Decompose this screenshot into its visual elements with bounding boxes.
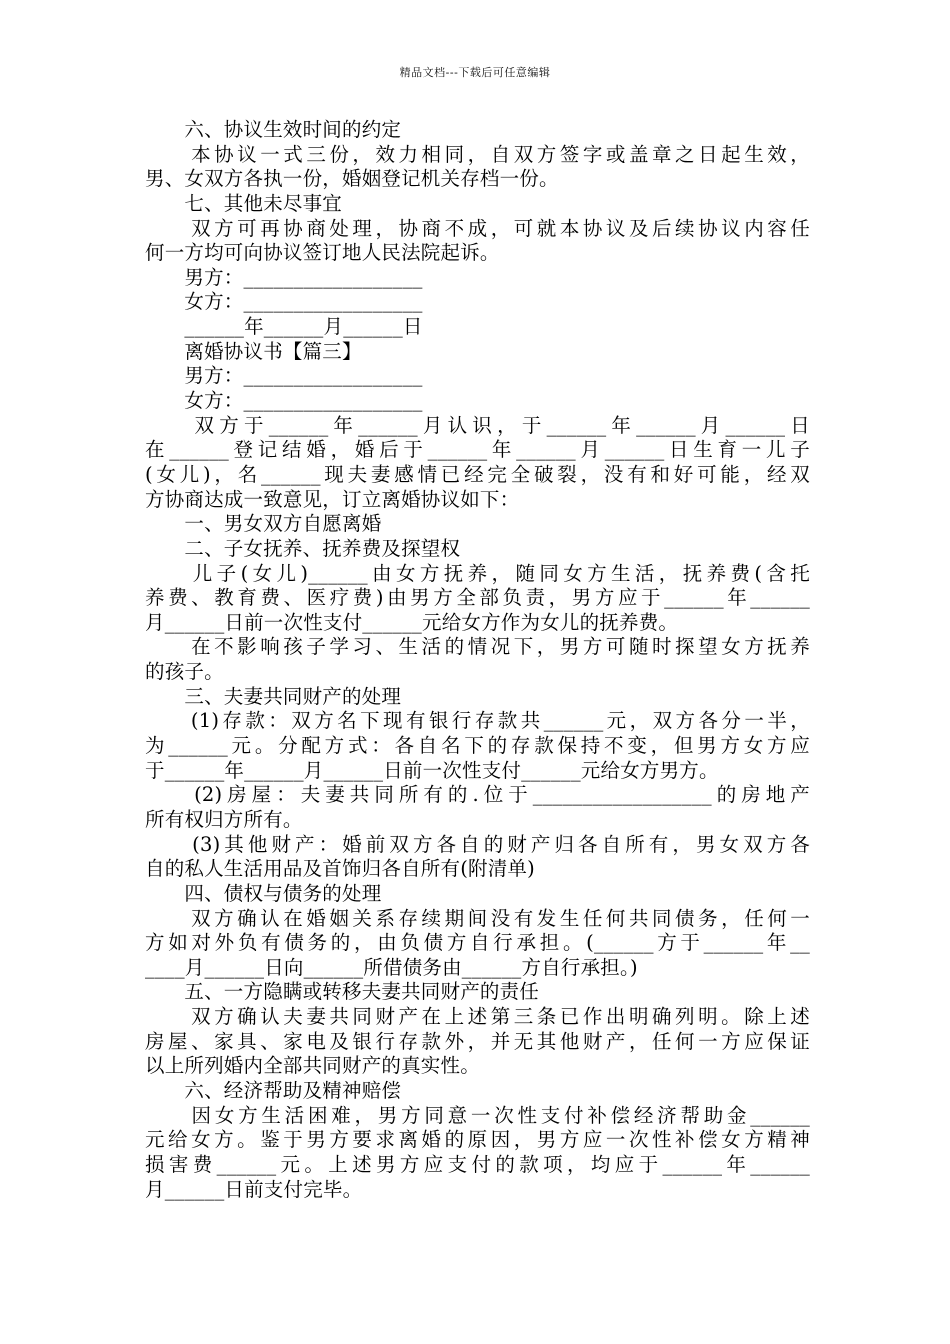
text-line: 月______日前一次性支付______元给女方作为女儿的抚养费。: [145, 610, 679, 634]
text-line: 元给女方。鉴于男方要求离婚的原因，男方应一次性补偿女方精神: [145, 1128, 810, 1152]
text-line: 五、一方隐瞒或转移夫妻共同财产的责任: [145, 980, 540, 1004]
text-line: (女儿)，名______现夫妻感情已经完全破裂，没有和好可能，经双: [145, 462, 810, 486]
text-line: 一、男女双方自愿离婚: [145, 512, 382, 536]
page-header: 精品文档---下载后可任意编辑: [399, 66, 551, 79]
text-line: 本协议一式三份，效力相同，自双方签字或盖章之日起生效，: [145, 142, 810, 166]
text-line: 六、经济帮助及精神赔偿: [145, 1078, 402, 1102]
text-line: 男方：__________________: [145, 364, 423, 388]
text-line: 方如对外负有债务的，由负债方自行承担。(______方于______年__: [145, 931, 810, 955]
text-line: 男、女双方各执一份，婚姻登记机关存档一份。: [145, 167, 559, 191]
text-line: 四、债权与债务的处理: [145, 881, 382, 905]
text-line: 因女方生活困难，男方同意一次性支付补偿经济帮助金______: [145, 1103, 810, 1127]
text-line: 为______元。分配方式：各自名下的存款保持不变，但男方女方应: [145, 734, 810, 758]
text-line: 的孩子。: [145, 660, 224, 684]
text-line: 所有权归方所有。: [145, 807, 303, 831]
text-line: ____月______日向______所借债务由______方自行承担。): [145, 955, 638, 979]
text-line: 房屋、家具、家电及银行存款外，并无其他财产，任何一方应保证: [145, 1029, 810, 1053]
text-line: 自的私人生活用品及首饰归各自所有(附清单): [145, 857, 535, 881]
text-line: 双方确认在婚姻关系存续期间没有发生任何共同债务，任何一: [145, 906, 810, 930]
text-line: 七、其他未尽事宜: [145, 191, 343, 215]
text-line: (1)存款：双方名下现有银行存款共______元，双方各分一半，: [145, 709, 810, 733]
text-line: 离婚协议书【篇三】: [145, 339, 362, 363]
text-line: 损害费______元。上述男方应支付的款项，均应于______年______: [145, 1152, 810, 1176]
text-line: ______年______月______日: [145, 315, 423, 339]
text-line: 二、子女抚养、抚养费及探望权: [145, 536, 461, 560]
text-line: 三、夫妻共同财产的处理: [145, 684, 402, 708]
text-line: 儿子(女儿)______由女方抚养，随同女方生活，抚养费(含托: [145, 561, 810, 585]
text-line: 女方：__________________: [145, 290, 423, 314]
text-line: 以上所列婚内全部共同财产的真实性。: [145, 1054, 480, 1078]
text-line: 养费、教育费、医疗费)由男方全部负责，男方应于______年______: [145, 586, 810, 610]
text-line: 何一方均可向协议签订地人民法院起诉。: [145, 241, 500, 265]
text-line: 月______日前支付完毕。: [145, 1177, 363, 1201]
text-line: 在______登记结婚，婚后于______年______月______日生育一儿子: [145, 438, 810, 462]
text-line: (3)其他财产：婚前双方各自的财产归各自所有，男女双方各: [145, 832, 810, 856]
document-body: [145, 118, 810, 1202]
text-line: 于______年______月______日前一次性支付______元给女方男方。: [145, 758, 719, 782]
text-line: 双方可再协商处理，协商不成，可就本协议及后续协议内容任: [145, 216, 810, 240]
text-line: (2)房屋：夫妻共同所有的.位于__________________的房地产: [145, 783, 810, 807]
text-line: 方协商达成一致意见，订立离婚协议如下：: [145, 487, 520, 511]
text-line: 双方确认夫妻共同财产在上述第三条已作出明确列明。除上述: [145, 1005, 810, 1029]
text-line: 六、协议生效时间的约定: [145, 118, 402, 141]
text-line: 男方：__________________: [145, 265, 423, 289]
text-line: 在不影响孩子学习、生活的情况下，男方可随时探望女方抚养: [145, 635, 810, 659]
text-line: 双方于______年______月认识，于______年______月______日: [145, 413, 810, 437]
text-line: 女方：__________________: [145, 389, 423, 413]
